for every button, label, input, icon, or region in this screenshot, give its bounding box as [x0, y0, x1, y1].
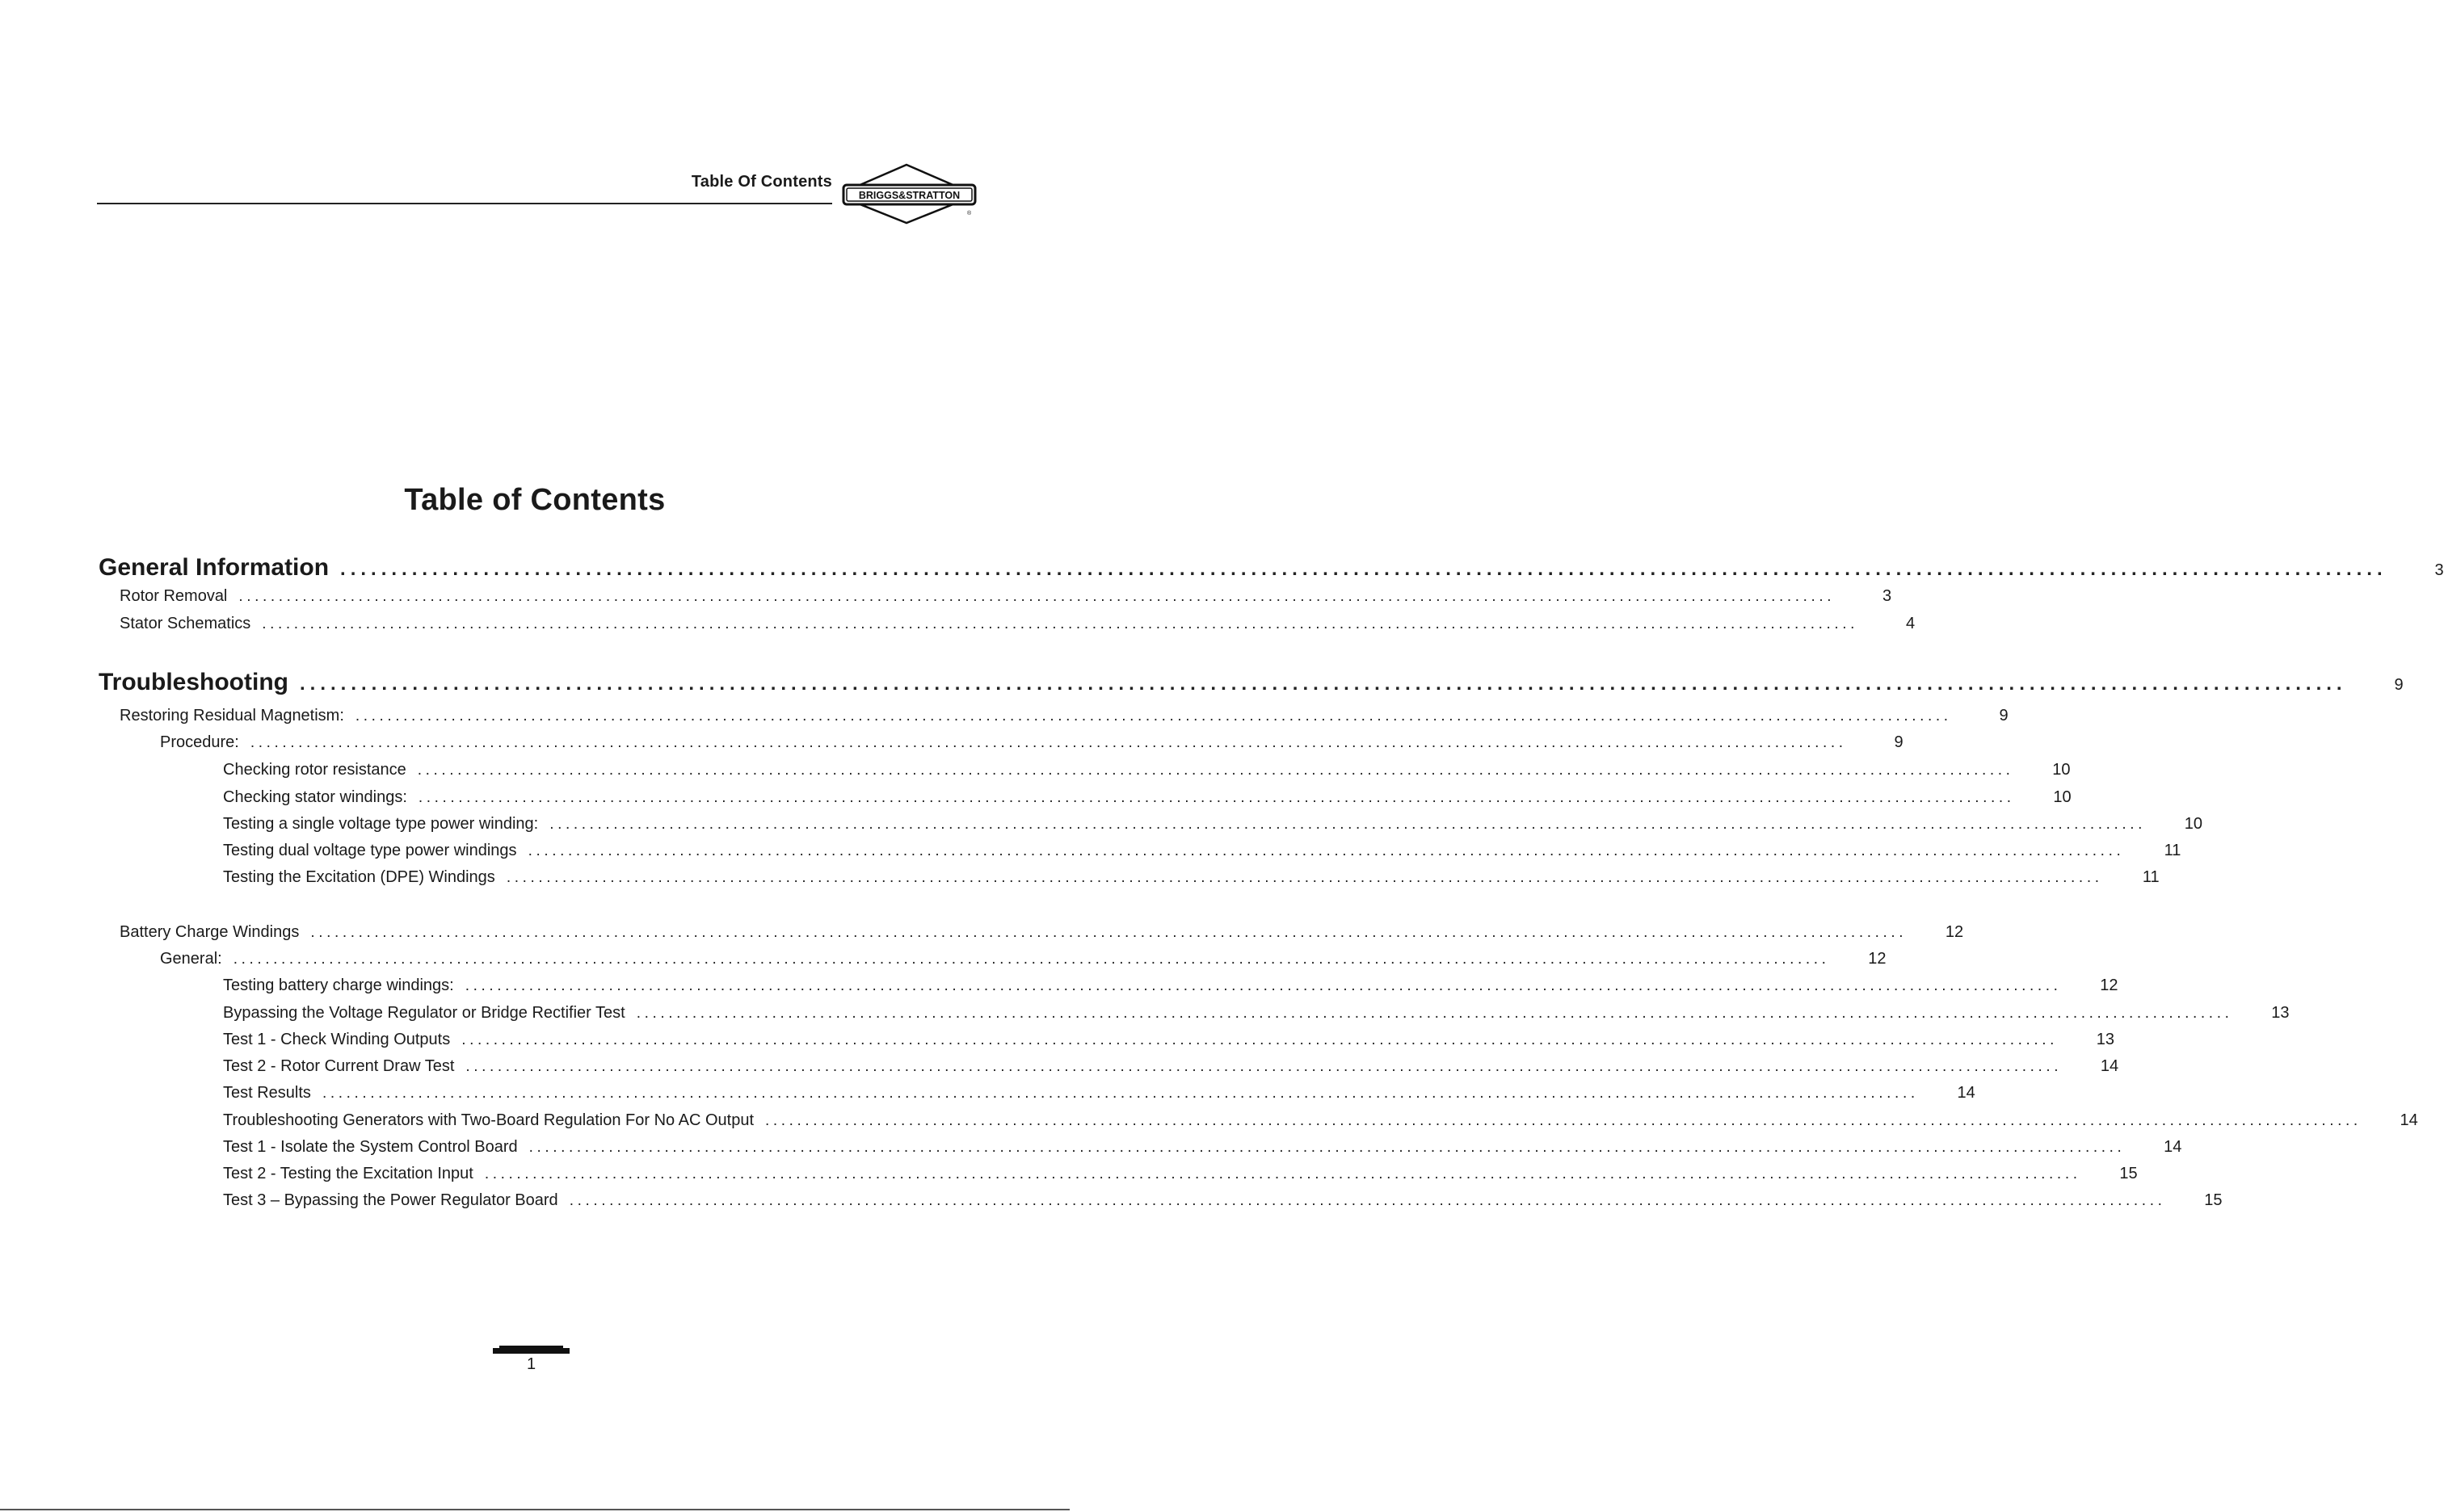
toc-section-entry — [99, 554, 2444, 582]
toc-entry — [120, 587, 1892, 606]
toc-entry-page: 3 — [2434, 561, 2444, 579]
dot-leader: ........................................................................................................................................................................................................ — [549, 816, 2146, 833]
running-header-title: Table Of Contents — [691, 173, 832, 191]
toc-entry-title: Test 1 - Check Winding Outputs — [223, 1031, 451, 1048]
toc-entry — [160, 733, 1903, 752]
dot-leader: ........................................................................................................................................................................................................ — [355, 708, 1952, 724]
toc-entry-title: Checking rotor resistance — [223, 761, 406, 779]
dot-leader: ........................................................................................................................................................................................................ — [233, 951, 1830, 968]
toc-entry — [120, 707, 2009, 725]
toc-entry — [223, 1031, 2114, 1049]
toc-entry-title: Troubleshooting Generators with Two-Board Regulation For No AC Output — [223, 1111, 755, 1129]
toc-entry — [223, 788, 2072, 807]
toc-entry-page: 12 — [2100, 976, 2118, 994]
toc-entry-title: Test Results — [223, 1084, 311, 1102]
dot-leader: ........................................................................................................................................................................................................ — [262, 615, 1859, 632]
dot-leader: ........................................................................................................................................................................................................ — [506, 869, 2103, 886]
toc-entry-title: Testing a single voltage type power winding: — [223, 815, 539, 833]
dot-leader: ........................................................................................................................................................................................................ — [465, 977, 2062, 994]
toc-entry-title: Testing battery charge windings: — [223, 976, 454, 994]
dot-leader: ........................................................................................................................................................................................................ — [465, 1058, 2063, 1075]
toc-entry — [223, 868, 2160, 887]
toc-entry-title: Checking stator windings: — [223, 788, 407, 806]
toc-entry-page: 11 — [2142, 868, 2160, 886]
svg-text:®: ® — [967, 211, 972, 216]
toc-entry-title: Troubleshooting — [99, 669, 288, 695]
toc-entry-page: 10 — [2052, 761, 2071, 779]
toc-entry-title: Testing dual voltage type power windings — [223, 842, 517, 859]
dot-leader: ........................................................................................................................................................................................................ — [322, 1085, 1919, 1102]
toc-entry — [223, 842, 2181, 860]
toc-entry-page: 13 — [2096, 1031, 2114, 1048]
toc-entry-page: 14 — [2100, 1057, 2119, 1075]
dot-leader: ........................................................................................................................................................................................................ — [340, 558, 2387, 580]
toc-entry-page: 14 — [2400, 1111, 2418, 1129]
toc-section-entry — [99, 669, 2404, 696]
page-number: 1 — [526, 1355, 536, 1373]
toc-entry — [223, 1111, 2418, 1130]
toc-entry-page: 14 — [1957, 1084, 1975, 1102]
toc-entry-page: 10 — [2184, 815, 2202, 833]
toc-entry-title: Bypassing the Voltage Regulator or Bridge Rectifier Test — [223, 1004, 625, 1022]
toc-entry — [223, 1004, 2290, 1023]
toc-entry-page: 10 — [2053, 788, 2072, 806]
toc-entry-page: 13 — [2271, 1004, 2290, 1022]
toc-entry-title: Stator Schematics — [120, 615, 251, 632]
toc-entry — [223, 1057, 2119, 1076]
toc-entry — [223, 815, 2202, 834]
toc-entry-page: 12 — [1945, 923, 1964, 941]
toc-entry-page: 9 — [2394, 676, 2404, 694]
toc-entry-title: Procedure: — [160, 733, 239, 751]
toc-entry-page: 15 — [2119, 1165, 2138, 1182]
toc-entry-title: General: — [160, 950, 222, 968]
toc-entry — [223, 1084, 1975, 1102]
page-title: Table of Contents — [404, 483, 666, 517]
toc-entry-page: 11 — [2164, 842, 2181, 859]
dot-leader: ........................................................................................................................................................................................................ — [461, 1031, 2058, 1048]
toc-entry-title: Rotor Removal — [120, 587, 228, 605]
dot-leader: ........................................................................................................................................................................................................ — [250, 734, 1847, 751]
toc-entry-page: 12 — [1868, 950, 1887, 968]
logo-text: BRIGGS&STRATTON — [858, 190, 961, 201]
toc-entry-page: 3 — [1882, 587, 1892, 605]
dot-leader: ........................................................................................................................................................................................................ — [528, 842, 2125, 859]
toc-entry — [120, 615, 1916, 633]
toc-entry-page: 14 — [2164, 1138, 2182, 1156]
dot-leader: ........................................................................................................................................................................................................ — [310, 924, 1908, 941]
toc-entry — [223, 1138, 2182, 1157]
toc-entry-page: 9 — [1894, 733, 1903, 751]
toc-entry — [223, 1165, 2138, 1183]
toc-entry-title: Restoring Residual Magnetism: — [120, 707, 344, 724]
dot-leader: ........................................................................................................................................................................................................ — [636, 1005, 2233, 1022]
toc-entry-title: Testing the Excitation (DPE) Windings — [223, 868, 495, 886]
dot-leader: ........................................................................................................................................................................................................ — [418, 789, 2015, 806]
dot-leader: ........................................................................................................................................................................................................ — [528, 1139, 2126, 1156]
page-number-bar — [493, 1348, 570, 1354]
dot-leader: ........................................................................................................................................................................................................ — [765, 1112, 2362, 1129]
toc-entry — [223, 761, 2071, 779]
dot-leader: ........................................................................................................................................................................................................ — [417, 762, 2014, 779]
dot-leader: ........................................................................................................................................................................................................ — [569, 1192, 2166, 1209]
toc-entry-page: 9 — [1999, 707, 2009, 724]
toc-entry — [160, 950, 1887, 968]
dot-leader: ........................................................................................................................................................................................................ — [484, 1166, 2081, 1182]
dot-leader: ........................................................................................................................................................................................................ — [299, 673, 2347, 695]
toc-entry-title: General Information — [99, 554, 330, 581]
toc-entry-title: Battery Charge Windings — [120, 923, 300, 941]
dot-leader: ........................................................................................................................................................................................................ — [238, 588, 1836, 605]
toc-entry — [120, 923, 1964, 942]
toc-entry-title: Test 1 - Isolate the System Control Board — [223, 1138, 518, 1156]
toc-entry — [223, 1191, 2223, 1210]
toc-entry-title: Test 2 - Rotor Current Draw Test — [223, 1057, 455, 1075]
toc-entry-title: Test 2 - Testing the Excitation Input — [223, 1165, 473, 1182]
toc-entry-page: 15 — [2204, 1191, 2223, 1209]
bottom-rule — [0, 1509, 1070, 1510]
toc-entry-title: Test 3 – Bypassing the Power Regulator Board — [223, 1191, 558, 1209]
toc-entry — [223, 976, 2118, 995]
toc-entry-page: 4 — [1905, 615, 1916, 632]
